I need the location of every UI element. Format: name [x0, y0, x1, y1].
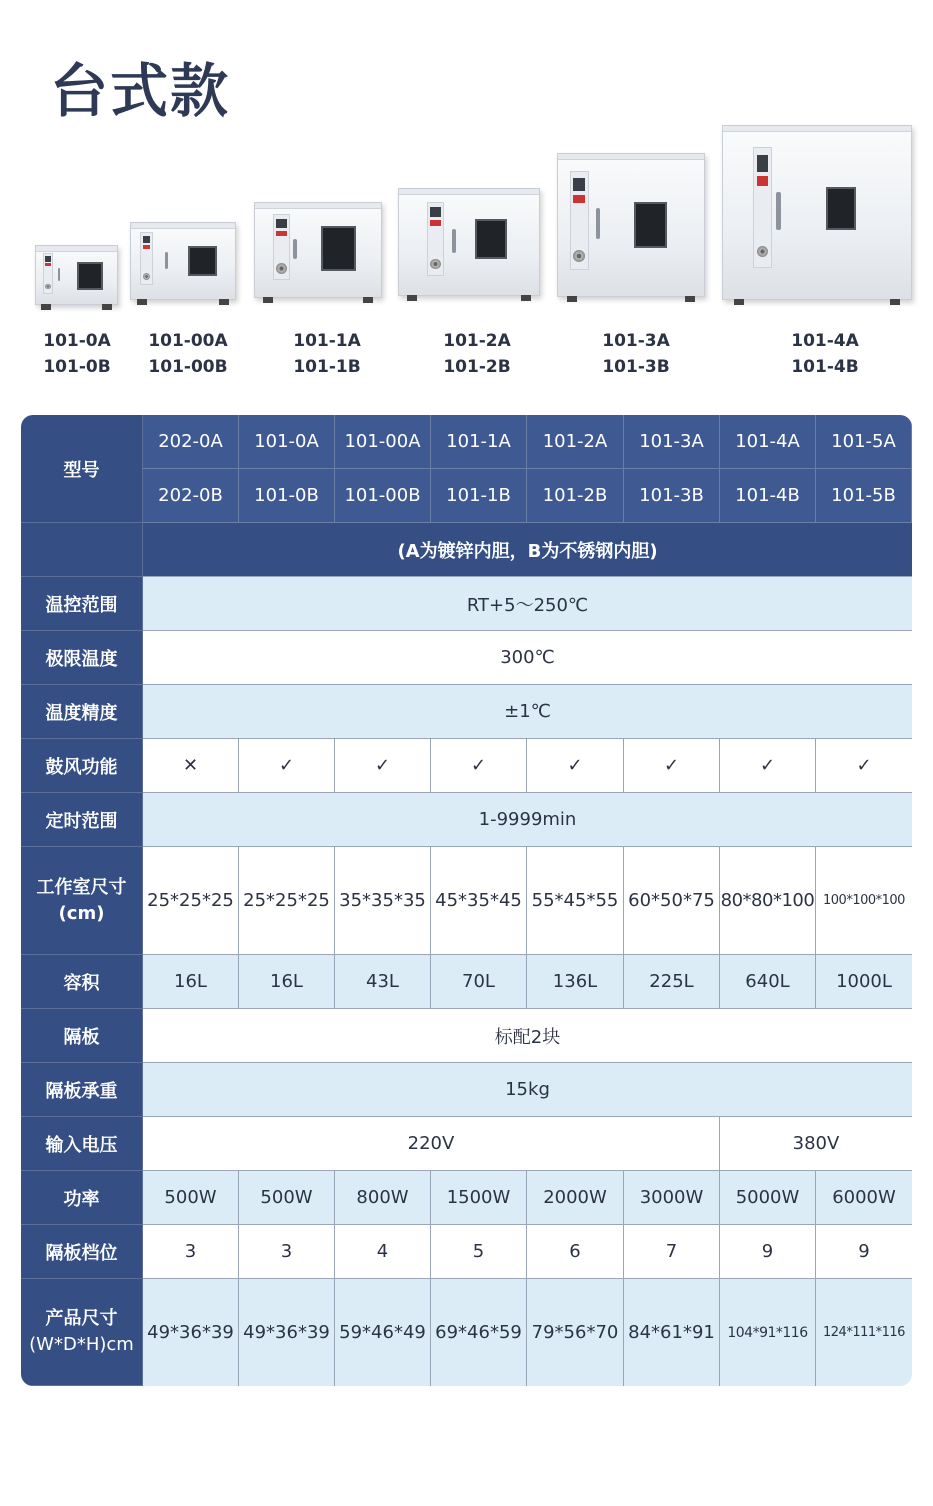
- timer-row: [21, 793, 912, 847]
- voltage-value-220: 220V: [143, 1117, 720, 1171]
- shelf-levels-value-0: 3: [143, 1225, 239, 1279]
- product-label-0: 101-0A 101-0B: [43, 331, 111, 377]
- product-label-2: 101-1A 101-1B: [293, 331, 361, 377]
- voltage-row: [21, 1117, 912, 1171]
- row-label-shelf: 隔板: [21, 1009, 143, 1063]
- model-b-4: 101-2B: [527, 469, 624, 523]
- timer-value: 1-9999min: [143, 793, 912, 847]
- check-icon: ✓: [431, 739, 527, 793]
- volume-value-5: 225L: [624, 955, 720, 1009]
- shelf-levels-value-4: 6: [527, 1225, 624, 1279]
- volume-value-4: 136L: [527, 955, 624, 1009]
- temp-range-value: RT+5～250℃: [143, 577, 912, 631]
- row-label-model: 型号: [21, 415, 143, 523]
- model-b-7: 101-5B: [816, 469, 912, 523]
- shelf-levels-value-1: 3: [239, 1225, 335, 1279]
- volume-value-6: 640L: [720, 955, 816, 1009]
- shelf-levels-value-2: 4: [335, 1225, 431, 1279]
- volume-value-1: 16L: [239, 955, 335, 1009]
- spec-table: [21, 415, 912, 1386]
- power-value-4: 2000W: [527, 1171, 624, 1225]
- shelf-levels-value-7: 9: [816, 1225, 912, 1279]
- material-note: (A为镀锌内胆，B为不锈钢内胆): [143, 523, 912, 577]
- size-value-6: 104*91*116: [720, 1279, 816, 1386]
- model-b-3: 101-1B: [431, 469, 527, 523]
- shelf-load-row: [21, 1063, 912, 1117]
- chamber-value-5: 60*50*75: [624, 847, 720, 955]
- page-title: 台式款: [50, 57, 231, 125]
- note-row: [21, 523, 912, 577]
- size-row: [21, 1279, 912, 1386]
- oven-image-5: [722, 125, 912, 300]
- power-value-2: 800W: [335, 1171, 431, 1225]
- model-b-5: 101-3B: [624, 469, 720, 523]
- row-label-shelf-levels: 隔板档位: [21, 1225, 143, 1279]
- row-label-voltage: 输入电压: [21, 1117, 143, 1171]
- volume-value-0: 16L: [143, 955, 239, 1009]
- volume-value-2: 43L: [335, 955, 431, 1009]
- model-a-2: 101-00A: [335, 415, 431, 469]
- model-row-a: [21, 415, 912, 469]
- check-icon: ✓: [239, 739, 335, 793]
- chamber-value-1: 25*25*25: [239, 847, 335, 955]
- shelf-levels-value-5: 7: [624, 1225, 720, 1279]
- model-b-6: 101-4B: [720, 469, 816, 523]
- power-value-6: 5000W: [720, 1171, 816, 1225]
- shelf-levels-row: [21, 1225, 912, 1279]
- power-value-3: 1500W: [431, 1171, 527, 1225]
- oven-image-3: [398, 188, 540, 296]
- row-label-size: 产品尺寸 (W*D*H)cm: [21, 1279, 143, 1386]
- shelf-load-value: 15kg: [143, 1063, 912, 1117]
- row-label-temp-accuracy: 温度精度: [21, 685, 143, 739]
- chamber-value-7: 100*100*100: [816, 847, 912, 955]
- oven-image-0: [35, 245, 118, 305]
- size-value-1: 49*36*39: [239, 1279, 335, 1386]
- product-label-1: 101-00A 101-00B: [148, 331, 228, 377]
- check-icon: ✓: [624, 739, 720, 793]
- volume-row: [21, 955, 912, 1009]
- model-a-5: 101-3A: [624, 415, 720, 469]
- shelf-levels-value-3: 5: [431, 1225, 527, 1279]
- row-label-shelf-load: 隔板承重: [21, 1063, 143, 1117]
- model-a-0: 202-0A: [143, 415, 239, 469]
- product-label-4: 101-3A 101-3B: [602, 331, 670, 377]
- temp-accuracy-row: [21, 685, 912, 739]
- power-value-0: 500W: [143, 1171, 239, 1225]
- model-a-7: 101-5A: [816, 415, 912, 469]
- power-value-1: 500W: [239, 1171, 335, 1225]
- chamber-value-2: 35*35*35: [335, 847, 431, 955]
- check-icon: ✓: [335, 739, 431, 793]
- limit-temp-value: 300℃: [143, 631, 912, 685]
- temp-accuracy-value: ±1℃: [143, 685, 912, 739]
- limit-temp-row: [21, 631, 912, 685]
- row-label-fan: 鼓风功能: [21, 739, 143, 793]
- size-value-3: 69*46*59: [431, 1279, 527, 1386]
- check-icon: ✓: [527, 739, 624, 793]
- model-a-6: 101-4A: [720, 415, 816, 469]
- size-value-2: 59*46*49: [335, 1279, 431, 1386]
- row-label-power: 功率: [21, 1171, 143, 1225]
- voltage-value-380: 380V: [720, 1117, 912, 1171]
- fan-row: [21, 739, 912, 793]
- model-a-1: 101-0A: [239, 415, 335, 469]
- row-label-chamber: 工作室尺寸 (cm): [21, 847, 143, 955]
- size-value-4: 79*56*70: [527, 1279, 624, 1386]
- power-value-5: 3000W: [624, 1171, 720, 1225]
- power-value-7: 6000W: [816, 1171, 912, 1225]
- model-b-2: 101-00B: [335, 469, 431, 523]
- oven-image-4: [557, 153, 705, 297]
- volume-value-3: 70L: [431, 955, 527, 1009]
- volume-value-7: 1000L: [816, 955, 912, 1009]
- power-row: [21, 1171, 912, 1225]
- size-value-5: 84*61*91: [624, 1279, 720, 1386]
- chamber-value-3: 45*35*45: [431, 847, 527, 955]
- product-label-5: 101-4A 101-4B: [791, 331, 859, 377]
- check-icon: ✓: [720, 739, 816, 793]
- model-a-4: 101-2A: [527, 415, 624, 469]
- shelf-levels-value-6: 9: [720, 1225, 816, 1279]
- product-label-3: 101-2A 101-2B: [443, 331, 511, 377]
- row-label-volume: 容积: [21, 955, 143, 1009]
- shelf-row: [21, 1009, 912, 1063]
- temp-range-row: [21, 577, 912, 631]
- size-value-0: 49*36*39: [143, 1279, 239, 1386]
- size-value-7: 124*111*116: [816, 1279, 912, 1386]
- model-b-0: 202-0B: [143, 469, 239, 523]
- model-row-b: [21, 469, 912, 523]
- cross-icon: ✕: [143, 739, 239, 793]
- row-label-limit-temp: 极限温度: [21, 631, 143, 685]
- note-row-label: [21, 523, 143, 577]
- check-icon: ✓: [816, 739, 912, 793]
- model-a-3: 101-1A: [431, 415, 527, 469]
- row-label-timer: 定时范围: [21, 793, 143, 847]
- chamber-value-6: 80*80*100: [720, 847, 816, 955]
- model-b-1: 101-0B: [239, 469, 335, 523]
- chamber-value-4: 55*45*55: [527, 847, 624, 955]
- chamber-row: [21, 847, 912, 955]
- shelf-value: 标配2块: [143, 1009, 912, 1063]
- oven-image-1: [130, 222, 236, 300]
- row-label-temp-range: 温控范围: [21, 577, 143, 631]
- oven-image-2: [254, 202, 382, 298]
- chamber-value-0: 25*25*25: [143, 847, 239, 955]
